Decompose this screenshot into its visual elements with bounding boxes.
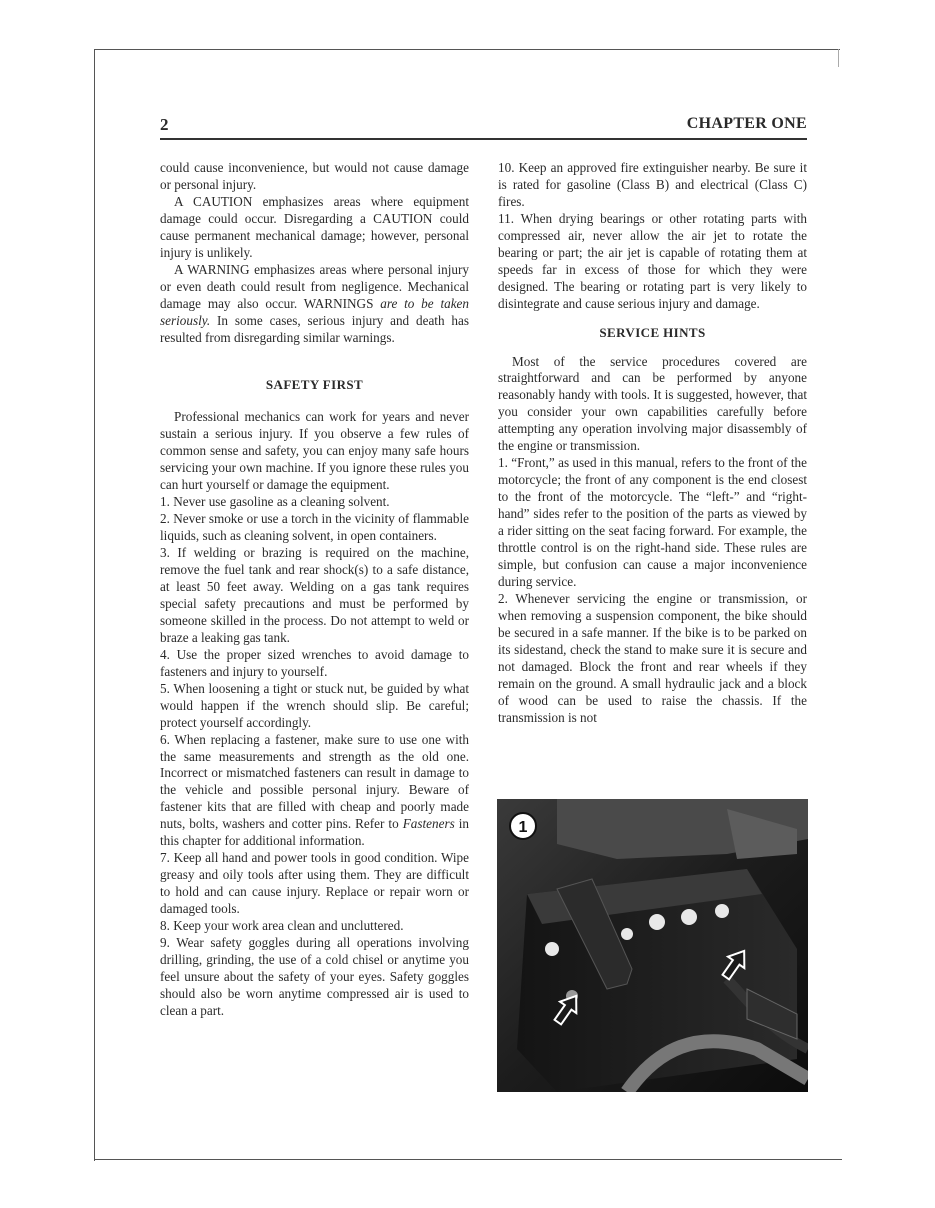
safety-item-7: 7. Keep all hand and power tools in good condition. Wipe greasy and oily tools after using them. They are difficult to hold and can cause injury. Replace or repair worn or damaged tools. [160,850,469,917]
safety-item-9: 9. Wear safety goggles during all operations involving drilling, grinding, the use of a cold chisel or anytime you feel unsure about the safety of your eyes. Safety goggles should also be worn anytime compressed air is used to clean a part. [160,934,469,1018]
paragraph-caution: A CAUTION emphasizes areas where equipment damage could occur. Disregarding a CAUTION could cause permanent mechanical damage; however, personal injury is unlikely. [160,193,469,260]
fasteners-reference: Fasteners [402,816,455,832]
page-number: 2 [160,115,169,134]
safety-item-11: 11. When drying bearings or other rotating parts with compressed air, never allow the air jet to rotate the bearing or part; the air jet is capable of rotating them at speeds far in excess of those for which they were designed. The bearing or rotating part is very likely to disintegrate and cause serious injury and damage. [498,210,807,311]
safety-item-1: 1. Never use gasoline as a cleaning solvent. [160,494,390,510]
safety-item-5: 5. When loosening a tight or stuck nut, be guided by what would happen if the wrench should slip. Be careful; protect yourself accordingly. [160,680,469,730]
paragraph-continuation: could cause inconvenience, but would not cause damage or personal injury. [160,160,469,192]
figure-battery-photo [497,799,808,1092]
header-rule [160,138,807,140]
safety-intro: Professional mechanics can work for years and never sustain a serious injury. If you observe a few rules of common sense and safety, you can enjoy many safe hours servicing your own machine. If you ignore these rules you can hurt yourself or damage the equipment. [160,409,469,493]
heading-safety-first: SAFETY FIRST [265,377,364,393]
page-frame-top [95,49,840,50]
heading-service-hints: SERVICE HINTS [599,324,706,340]
paragraph-warning [160,262,469,347]
service-hint-2: 2. Whenever servicing the engine or transmission, or when removing a suspension component, the bike should be secured in a safe manner. If the bike is to be parked on its sidestand, check the stand to make sure it is secure and not damaged. Block the front and rear wheels if they remain on the ground. A small hydraulic jack and a block of wood can be used to raise the chassis. If the transmission is not [498,590,807,725]
figure-number-badge [510,813,536,839]
chapter-title: CHAPTER ONE [686,115,807,132]
safety-item-3: 3. If welding or brazing is required on the machine, remove the fuel tank and rear shock(s) to a safe distance, at least 50 feet away. Welding on a gas tank requires special safety precautions and must be performed by someone skilled in the process. Do not attempt to weld or braze a leaking gas tank. [160,545,469,645]
safety-item-6 [160,732,469,851]
item6-text-start: 6. When replacing a fastener, make sure to use one with the same measurements and strength as the old one. Incorrect or mismatched fasteners can result in damage to the vehicle and possible personal injury. Beware of fastener kits that are filled with cheap and poorly made nuts, bolts, washers and cotter pins. Refer to [160,731,469,832]
safety-item-8: 8. Keep your work area clean and uncluttered. [160,918,404,934]
safety-item-10: 10. Keep an approved fire extinguisher nearby. Be sure it is rated for gasoline (Class B) and electrical (Class C) fires. [498,160,807,209]
page-frame-bottom [94,1159,842,1160]
page-frame-left [94,49,95,1161]
figure-number: 1 [518,819,528,836]
service-intro: Most of the service procedures covered are straightforward and can be performed by anyone reasonably handy with tools. It is suggested, however, that you consider your own capabilities carefully before attempting any operation involving major disassembly of the engine or transmission. [498,353,807,454]
warning-text-end: In some cases, serious injury and death has resulted from disregarding similar warnings. [160,312,469,345]
warning-emphasis: are to be taken seriously. [160,295,469,328]
right-column [498,160,807,727]
service-hint-1: 1. “Front,” as used in this manual, refers to the front of the motorcycle; the front of any component is the end closest to the front of the motorcycle. The “left-” and “right-hand” sides refer to the position of the parts as viewed by a rider sitting on the seat facing forward. For example, the throttle control is on the right-hand side. These rules are simple, but confusion can cause a major inconvenience during service. [498,455,807,589]
left-column [160,160,469,1020]
page-frame-corner [838,49,839,67]
safety-item-2: 2. Never smoke or use a torch in the vicinity of flammable liquids, such as cleaning solvent, in open containers. [160,511,469,544]
warning-text-start: A WARNING emphasizes areas where personal injury or even death could result from negligence. Mechanical damage may also occur. WARNINGS [160,261,469,311]
item6-text-end: in this chapter for additional information. [160,816,469,849]
battery-photo-illustration [497,799,808,1092]
safety-item-4: 4. Use the proper sized wrenches to avoid damage to fasteners and injury to yourself. [160,646,469,679]
